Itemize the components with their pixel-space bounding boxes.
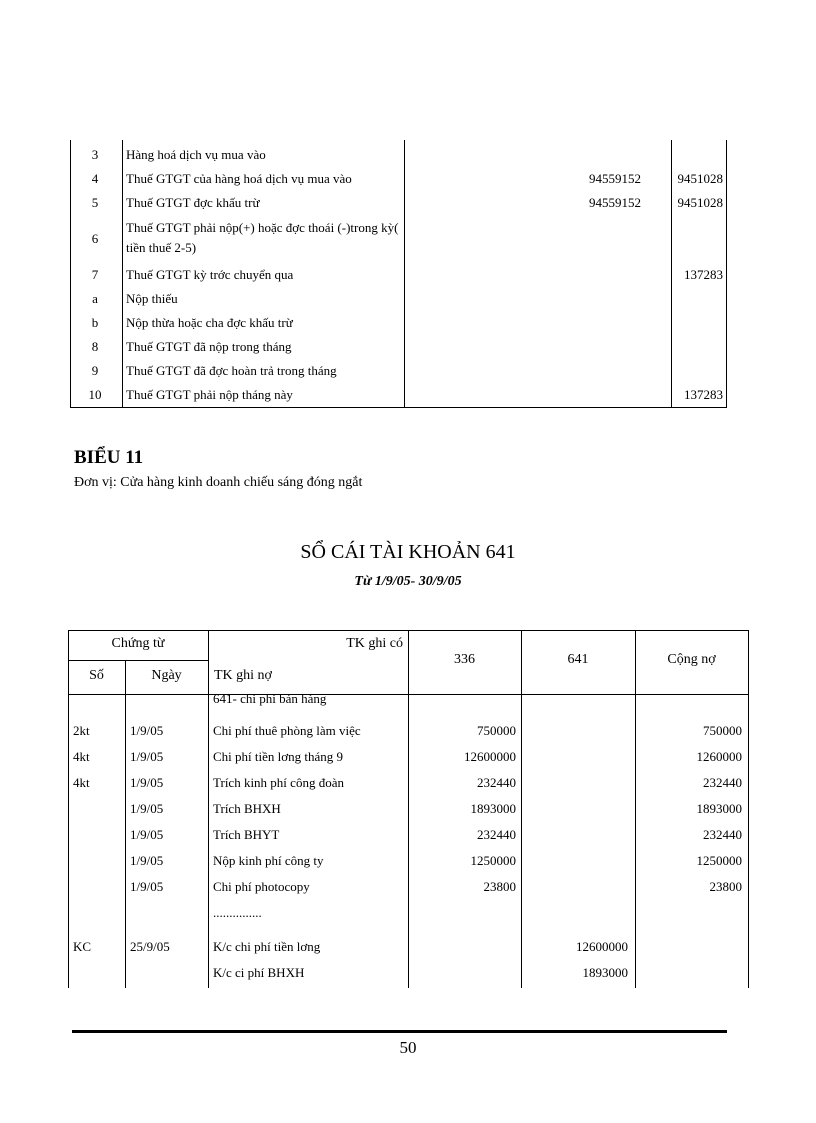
ledger-row-description: Trích BHYT (213, 827, 280, 842)
ledger-table (68, 630, 749, 988)
vat-row-description: Hàng hoá dịch vụ mua vào (126, 147, 266, 162)
ledger-row (68, 691, 749, 717)
ledger-row-amount-336: 232440 (477, 827, 516, 842)
vat-table-row (70, 144, 727, 166)
header-641: 641 (567, 652, 589, 667)
ledger-row-date: 1/9/05 (130, 879, 164, 894)
vat-row-number: 4 (91, 171, 99, 186)
ledger-row-amount-641: 1893000 (582, 965, 628, 980)
vat-declaration-table (70, 140, 727, 408)
vat-row-description: Thuế GTGT của hàng hoá dịch vụ mua vào (126, 171, 352, 186)
ledger-row (68, 770, 749, 796)
vat-row-number: 7 (91, 267, 99, 282)
section-label: BIỂU 11 (74, 447, 144, 468)
header-tk-ghi-co: TK ghi có (346, 636, 403, 651)
footer-rule (72, 1030, 727, 1033)
vat-row-description: Thuế GTGT phải nộp(+) hoặc đợc thoái (-)trong kỳ( tiền thuế 2-5) (126, 220, 399, 255)
ledger-row-total: 23800 (709, 879, 742, 894)
ledger-row-amount-336: 750000 (477, 723, 516, 738)
vat-table-row (70, 168, 727, 190)
ledger-row-total: 1893000 (696, 801, 742, 816)
vat-row-value-1: 94559152 (589, 171, 641, 186)
ledger-row (68, 796, 749, 822)
vat-row-number: 10 (88, 387, 102, 402)
vat-row-number: 3 (91, 147, 99, 162)
header-cong-no: Cộng nợ (667, 652, 716, 667)
ledger-row-amount-336: 1250000 (470, 853, 516, 868)
vat-row-value-2: 137283 (684, 267, 723, 282)
vat-row-description: Thuế GTGT kỳ trớc chuyển qua (126, 267, 294, 282)
vat-row-description: Thuế GTGT phải nộp tháng này (126, 387, 293, 402)
ledger-row (68, 822, 749, 848)
ledger-row-total: 232440 (703, 827, 742, 842)
ledger-row-total: 1260000 (696, 749, 742, 764)
ledger-row-date: 1/9/05 (130, 749, 164, 764)
vat-table-row (70, 288, 727, 310)
ledger-row-so: 4kt (73, 775, 90, 790)
vat-row-description: Thuế GTGT đợc khấu trừ (126, 195, 260, 210)
ledger-row-date: 1/9/05 (130, 853, 164, 868)
ledger-title: SỔ CÁI TÀI KHOẢN 641 (300, 541, 516, 563)
ledger-row-total: 750000 (703, 723, 742, 738)
ledger-row-description: Chi phí tiền lơng tháng 9 (213, 749, 344, 764)
ledger-row-date: 1/9/05 (130, 801, 164, 816)
ledger-row (68, 934, 749, 960)
header-336: 336 (454, 652, 475, 667)
ledger-header-divider (68, 660, 208, 661)
vat-table-row (70, 384, 727, 406)
ledger-row-amount-641: 12600000 (576, 939, 628, 954)
ledger-row-date: 1/9/05 (130, 775, 164, 790)
vat-table-row (70, 216, 727, 262)
ledger-row-date: 25/9/05 (130, 939, 170, 954)
vat-table-row (70, 360, 727, 382)
ledger-row-description: ............... (213, 905, 262, 920)
ledger-row-date: 1/9/05 (130, 827, 164, 842)
ledger-row-amount-336: 232440 (477, 775, 516, 790)
vat-row-number: a (92, 291, 98, 306)
ledger-row-amount-336: 23800 (483, 879, 516, 894)
ledger-row-description: 641- chi phí bán hàng (213, 691, 327, 706)
vat-row-number: 6 (91, 231, 99, 246)
vat-row-description: Thuế GTGT đã nộp trong tháng (126, 339, 292, 354)
vat-table-bottom-border (70, 407, 727, 408)
ledger-row-so: 2kt (73, 723, 90, 738)
header-chung-tu: Chứng từ (111, 636, 165, 651)
vat-row-value-1: 94559152 (589, 195, 641, 210)
ledger-row-amount-336: 1893000 (470, 801, 516, 816)
ledger-row-so: 4kt (73, 749, 90, 764)
vat-row-number: 8 (91, 339, 99, 354)
header-so: Số (89, 668, 104, 683)
vat-table-row (70, 264, 727, 286)
ledger-row-so: KC (73, 939, 92, 954)
vat-table-row (70, 336, 727, 358)
vat-row-number: 9 (91, 363, 99, 378)
ledger-row-total: 1250000 (696, 853, 742, 868)
ledger-row (68, 744, 749, 770)
ledger-row (68, 848, 749, 874)
vat-row-description: Nộp thừa hoặc cha đợc khấu trừ (126, 315, 293, 330)
unit-name: Đơn vị: Cửa hàng kinh doanh chiếu sáng đóng ngắt (74, 475, 363, 490)
vat-row-value-2: 9451028 (677, 171, 723, 186)
ledger-row (68, 718, 749, 744)
ledger-row (68, 874, 749, 900)
vat-table-row (70, 192, 727, 214)
vat-row-value-2: 137283 (684, 387, 723, 402)
ledger-row-description: Trích BHXH (213, 801, 281, 816)
vat-row-value-2: 9451028 (677, 195, 723, 210)
ledger-row-description: Chi phí photocopy (213, 879, 310, 894)
header-ngay: Ngày (151, 668, 182, 683)
ledger-period: Từ 1/9/05- 30/9/05 (354, 574, 462, 589)
vat-row-number: 5 (91, 195, 99, 210)
ledger-row (68, 900, 749, 926)
vat-row-description: Nộp thiếu (126, 291, 178, 306)
vat-row-number: b (91, 315, 99, 330)
ledger-row-total: 232440 (703, 775, 742, 790)
ledger-row-description: K/c ci phí BHXH (213, 965, 305, 980)
ledger-row-amount-336: 12600000 (464, 749, 516, 764)
ledger-row-description: Nộp kinh phí công ty (213, 853, 324, 868)
ledger-row-date: 1/9/05 (130, 723, 164, 738)
ledger-row-description: Chi phí thuê phòng làm việc (213, 723, 361, 738)
vat-table-row (70, 312, 727, 334)
ledger-row-description: K/c chi phí tiền lơng (213, 939, 321, 954)
page-number: 50 (399, 1038, 417, 1057)
ledger-row-description: Trích kinh phí công đoàn (213, 775, 344, 790)
ledger-row (68, 960, 749, 986)
vat-row-description: Thuế GTGT đã đợc hoàn trả trong tháng (126, 363, 337, 378)
header-tk-ghi-no: TK ghi nợ (214, 668, 272, 683)
